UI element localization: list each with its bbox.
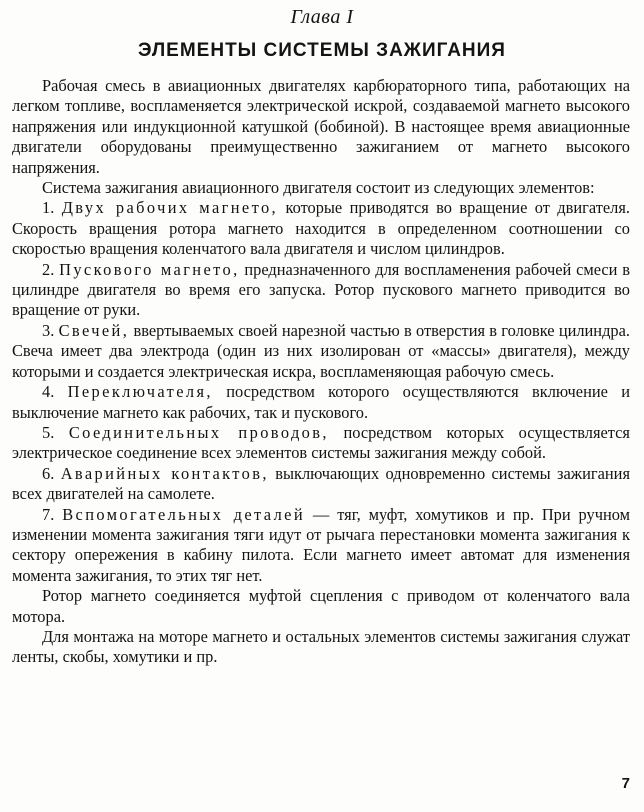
page-body [12,76,630,668]
list-item [12,464,630,505]
list-item [12,198,630,259]
item-term: Переключателя, [67,382,213,402]
list-item [12,505,630,587]
paragraph-rotor: Ротор магнето соединяется муфтой сцепления с приводом от коленчатого вала мотора. [12,586,630,626]
list-item [12,260,630,321]
item-number: 2. [42,259,55,279]
item-number: 3. [42,320,55,340]
item-text: — тяг, муфт, хомутиков и пр. При ручном изменении момента зажигания тяги идут от рычага перестановки момента зажигания к сектору опережения в кабину пилота. Если магнето имеет автомат для изменения момента зажигания, то этих тяг нет. [12,504,630,585]
item-term: Вспомогательных деталей [62,504,306,524]
item-text: посредством которых осуществляется электрическое соединение всех элементов системы зажигания между собой. [12,422,630,463]
item-term: Пускового магнето, [59,259,240,279]
item-text: посредством которого осуществляются включение и выключение магнето как рабочих, так и пускового. [12,382,630,422]
page-number: 7 [621,775,630,792]
item-text: выключающих одновременно системы зажигания всех двигателей на самолете. [12,463,630,504]
item-text: которые приводятся во вращение от двигателя. Скорость вращения ротора магнето находится в определенном соотношении со скоростью вращения коленчатого вала двигателя и числом цилиндров. [12,198,630,259]
chapter-heading: Глава I [290,6,354,28]
item-text: предназначенного для воспламенения рабочей смеси в цилиндре двигателя во время его запуска. Ротор пускового магнето приводится во вращение от руки. [12,259,630,320]
chapter-title: ЭЛЕМЕНТЫ СИСТЕМЫ ЗАЖИГАНИЯ [138,40,506,61]
item-term: Двух рабочих магнето, [61,198,279,218]
paragraph-mounting: Для монтажа на моторе магнето и остальных элементов системы зажигания служат ленты, скобы, хомутики и пр. [12,626,630,667]
item-number: 6. [42,463,55,483]
item-term: Аварийных контактов, [60,463,269,483]
item-term: Свечей, [58,320,130,340]
list-item [12,321,630,382]
item-number: 4. [42,382,55,402]
item-text: ввертываемых своей нарезной частью в отверстия в головке цилиндра. Свеча имеет два электрода (один из них изолирован от «массы» двигателя), между которыми и создается электрическая искра, воспламеняющая рабочую смесь. [12,320,630,381]
paragraph-intro: Рабочая смесь в авиационных двигателях карбюраторного типа, работающих на легком топливе, воспламеняется электрической искрой, создаваемой магнето высокого напряжения или индукционной катушкой (бобиной). В настоящее время авиационные двигатели оборудованы преимущественно зажиганием от магнето высокого напряжения. [12,76,630,177]
list-item [12,423,630,464]
item-number: 7. [42,504,55,524]
item-number: 1. [42,198,55,218]
list-item [12,382,630,423]
paragraph-system-intro: Система зажигания авиационного двигателя состоит из следующих элементов: [42,178,595,198]
item-term: Соединительных проводов, [68,422,329,442]
item-number: 5. [42,422,55,442]
